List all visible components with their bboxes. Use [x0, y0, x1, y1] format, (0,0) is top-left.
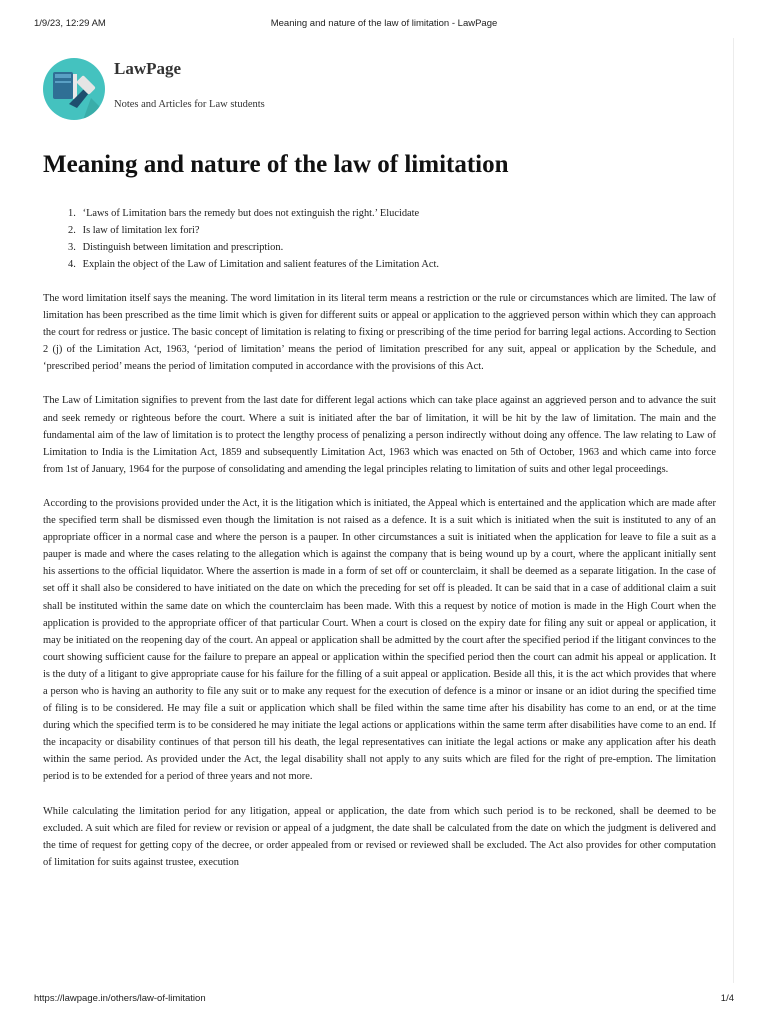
print-page-title: Meaning and nature of the law of limitation - LawPage	[270, 18, 498, 29]
site-name[interactable]: LawPage	[114, 59, 182, 78]
list-item-text: Explain the object of the Law of Limitation and salient features of the Limitation Act.	[82, 259, 439, 270]
list-item-number: 3.	[68, 242, 76, 253]
list-item-number: 4.	[68, 259, 76, 270]
body-paragraph: The Law of Limitation signifies to prevent from the last date for different legal actions which can take place against an aggrieved person and to advance the suit and seek remedy or righteous before the court. Where a suit is initiated after the bar of limitation, it will be hit by the law of limitation. The main and the fundamental aim of the law of limitation is to protect the lengthy process of penalizing a person indirectly without doing any offence. The law relating to Law of Limitation to India is the Limitation Act, 1859 and subsequently Limitation Act, 1963 which was enacted on 5th of October, 1963 and which came into force from 1st of January, 1964 for the purpose of consolidating and amending the legal principles relating to limitation of suits and other legal proceedings.	[43, 395, 716, 475]
page-indicator: 1/4	[720, 993, 734, 1004]
page-url: https://lawpage.in/others/law-of-limitation	[34, 993, 206, 1004]
list-item-text: Distinguish between limitation and prescription.	[82, 242, 284, 253]
list-item	[68, 222, 708, 239]
site-tagline: Notes and Articles for Law students	[114, 99, 265, 110]
list-item	[68, 205, 708, 222]
list-item-text: Is law of limitation lex fori?	[82, 225, 200, 236]
body-paragraph: According to the provisions provided under the Act, it is the litigation which is initiated, the Appeal which is entertained and the application which are made after the specified term shall be dismissed even though the limitation is not raised as a defence. It is a suit which is initiated when the suit is instituted to any of an appropriate officer in a normal case and where the person is a pauper. In other circumstances a suit is initiated when the application for leave to file a suit as a pauper is made and where the cases relating to the allegation which is against the company that is being wound up by a court, where the applicant initially sent his assertions to the official liquidator. Where the assertion is made in a form of set off or counterclaim, it shall be deemed as a separate litigation. In the case of set off it shall also be considered to have initiated on the date on which the preceding for set off is pleaded. It can be said that in a case of additional claim a suit shall be instituted within the same date on which the counterclaim has been made. With this a request by notice of motion is made in the High Court when the application is provided to the appropriate officer of that particular Court. When a court is closed on the expiry date for filing any suit or appeal or application, it may be initiated on the reopening day of the court. An appeal or application shall be admitted by the court after the specified period if the litigant convinces to the court showing sufficient cause for the failure to prepare an appeal or application within the specified period then the court can admit his appeal or application. It is the duty of a litigant to give appropriate cause for his failure for the filling of a suit appeal or application. Beside all this, it is the act which provides that where a person who is having an authority to file any suit or to make any request for the execution of defence is a minor or insane or an idiot during the specified time of filing is to be considered. He may file a suit or application which shall be filed within the same time after his disability has come to an end, or at the time during which the specified term is to be considered he may initiate the legal actions or applications within the same term after disabilities have come to an end. If the incapacity or disability continues of that person till his death, the legal representatives can initiate the legal actions or make any application after his death within the same period. As provided under the Act, the legal disability shall not apply to any suits which are filed for the right of pre-emption. The limitation period is to be extended for a period of three years and not more.	[43, 497, 716, 783]
list-item	[68, 256, 708, 273]
list-item	[68, 239, 708, 256]
list-item-number: 2.	[68, 225, 76, 236]
print-datetime: 1/9/23, 12:29 AM	[34, 18, 106, 29]
list-item-number: 1.	[68, 208, 76, 219]
article-title: Meaning and nature of the law of limitation	[43, 151, 509, 178]
body-paragraph: The word limitation itself says the meaning. The word limitation in its literal term means a restriction or the rule or circumstances which are limited. The law of limitation has been prescribed as the time limit which is given for different suits or appeal or application to the aggrieved person within which they can approach the court for redress or justice. The basic concept of limitation is relating to fixing or prescribing of the time period for barring legal actions. According to Section 2 (j) of the Limitation Act, 1963, ‘period of limitation’ means the period of limitation prescribed for any suit, appeal or application by the Schedule, and ‘prescribed period’ means the period of limitation computed in accordance with the provisions of this Act.	[43, 293, 716, 373]
print-header	[34, 18, 734, 32]
question-list	[68, 205, 708, 273]
print-footer	[34, 993, 734, 1007]
body-paragraph: While calculating the limitation period for any litigation, appeal or application, the date from which such period is to be reckoned, shall be deemed to be excluded. A suit which are filed for review or revision or appeal of a judgment, the date shall be calculated from the date on which the judgment is delivered and the time of request for getting copy of the decree, or order appealed from or revised or reviewed shall be excluded. The Act also provides for other computation of limitation for suits against trustee, execution	[43, 805, 716, 868]
article-body	[43, 290, 716, 980]
site-header	[43, 55, 723, 125]
book-gavel-icon[interactable]	[43, 58, 105, 120]
page-divider	[733, 38, 734, 983]
list-item-text: ‘Laws of Limitation bars the remedy but does not extinguish the right.’ Elucidate	[82, 208, 420, 219]
